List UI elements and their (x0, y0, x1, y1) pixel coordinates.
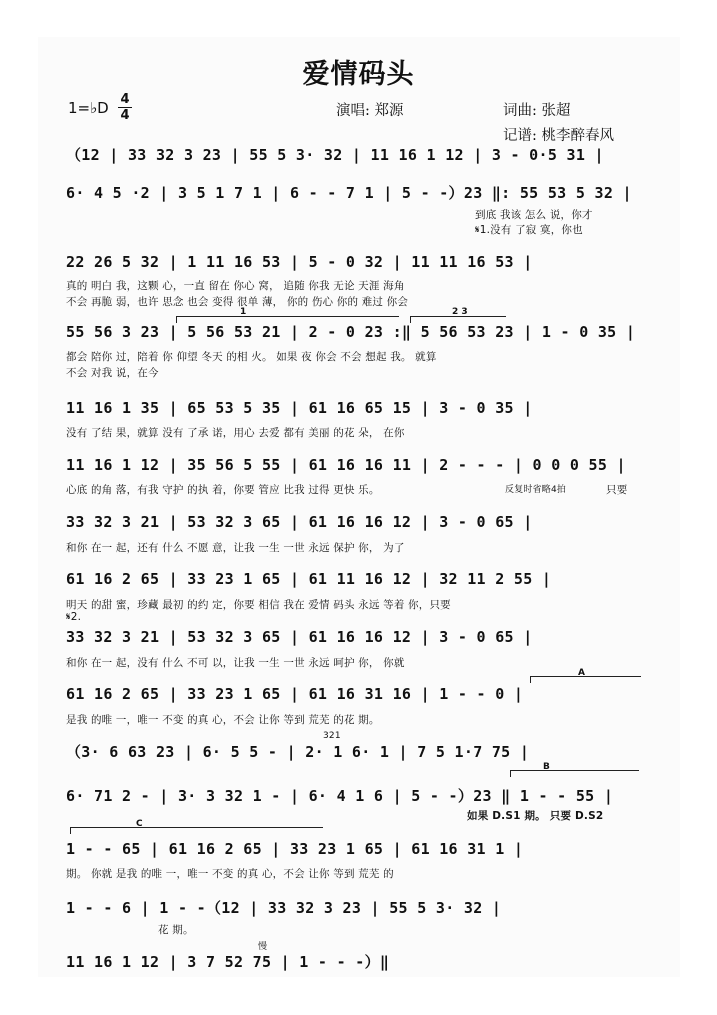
lyric-line: 不会 再脆 弱，也许 思念 也会 变得 很单 薄， 你的 伤心 你的 难过 你会 (66, 296, 409, 308)
song-title: 爱情码头 (302, 59, 415, 90)
score-row-11: （3· 6 63 23 | 6· 5 5 - | 2· 1 6· 1 | 7 5 1·7 75 | (66, 743, 530, 761)
ending-1-bracket (176, 316, 399, 323)
score-row-2: 6· 4 5 ·2 | 3 5 1 7 1 | 6 - - 7 1 | 5 - -）23 ‖: 55 53 5 32 | (66, 184, 632, 202)
score-row-13: 1 - - 65 | 61 16 2 65 | 33 23 1 65 | 61 16 31 1 | (66, 840, 524, 858)
sheet-paper (38, 37, 680, 977)
mark-b-label: B (543, 762, 550, 772)
segno-2: 𝄋2. (66, 611, 82, 623)
lyric-line: 花 期。 (158, 924, 194, 936)
mark-c-label: C (136, 819, 143, 829)
time-signature-top: 4 (120, 92, 130, 107)
score-row-10: 61 16 2 65 | 33 23 1 65 | 61 16 31 16 | 1 - - 0 | (66, 685, 524, 703)
lyric-line: 是我 的唯 一，唯一 不变 的真 心，不会 让你 等到 荒芜 的花 期。 (66, 714, 380, 726)
mark-b-bracket (510, 770, 639, 777)
time-signature-bottom: 4 (120, 108, 130, 123)
lyric-line: 明天 的甜 蜜，珍藏 最初 的约 定，你要 相信 我在 爱情 码头 永远 等着 你，只要 (66, 599, 451, 611)
lyricist-credit: 词曲: 张超 (503, 103, 571, 119)
score-row-5: 11 16 1 35 | 65 53 5 35 | 61 16 65 15 | 3 - 0 35 | (66, 399, 533, 417)
lyric-line: 𝄋1.没有 了寂 寞，你也 (475, 224, 583, 236)
time-signature (118, 93, 132, 122)
score-row-7: 33 32 3 21 | 53 32 3 65 | 61 16 16 12 | 3 - 0 65 | (66, 513, 533, 531)
ornament-mark: 321 (323, 731, 341, 741)
lyric-line: 真的 明白 我，这颗 心，一直 留在 你心 窝， 追随 你我 无论 天涯 海角 (66, 280, 405, 292)
repeat-note: 反复时省略4拍 (505, 485, 567, 495)
mark-c-bracket (70, 827, 323, 834)
score-row-14: 1 - - 6 | 1 - -（12 | 33 32 3 23 | 55 5 3· 32 | (66, 899, 502, 917)
lyric-line: 不会 对我 说，在今 (66, 367, 159, 379)
singer-credit: 演唱: 郑源 (336, 103, 404, 119)
tempo-slow: 慢 (258, 942, 268, 952)
ending-23-label: 2 3 (452, 307, 468, 317)
score-row-3: 22 26 5 32 | 1 11 16 53 | 5 - 0 32 | 11 11 16 53 | (66, 253, 533, 271)
score-row-9: 33 32 3 21 | 53 32 3 65 | 61 16 16 12 | 3 - 0 65 | (66, 628, 533, 646)
key-signature: 1=♭D (68, 99, 109, 117)
lyric-line: 到底 我该 怎么 说，你才 (475, 209, 593, 221)
ending-23-bracket (410, 316, 506, 323)
transcriber-credit: 记谱: 桃李醉春风 (503, 128, 614, 144)
mark-a-bracket (530, 676, 641, 683)
score-row-15: 11 16 1 12 | 3 7 52 75 | 1 - - -）‖ (66, 953, 390, 971)
score-row-1: （12 | 33 32 3 23 | 55 5 3· 32 | 11 16 1 12 | 3 - 0·5 31 | (66, 146, 604, 164)
ending-1-label: 1 (240, 307, 247, 317)
lyric-line: 没有 了结 果，就算 没有 了承 诺，用心 去爱 都有 美丽 的花 朵， 在你 (66, 427, 405, 439)
score-row-8: 61 16 2 65 | 33 23 1 65 | 61 11 16 12 | 32 11 2 55 | (66, 570, 552, 588)
score-row-4: 55 56 3 23 | 5 56 53 21 | 2 - 0 23 :‖ 5 56 53 23 | 1 - 0 35 | (66, 323, 636, 341)
score-row-6: 11 16 1 12 | 35 56 5 55 | 61 16 16 11 | 2 - - - | 0 0 0 55 | (66, 456, 626, 474)
score-row-12: 6· 71 2 - | 3· 3 32 1 - | 6· 4 1 6 | 5 - -）23 ‖ 1 - - 55 | (66, 787, 614, 805)
lyric-line: 都会 陪你 过，陪着 你 仰望 冬天 的相 火。 如果 夜 你会 不会 想起 我。 就算 (66, 351, 437, 363)
lyric-line: 期。 你就 是我 的唯 一，唯一 不变 的真 心，不会 让你 等到 荒芜 的 (66, 868, 394, 880)
lyric-line: 和你 在一 起，还有 什么 不愿 意，让我 一生 一世 永远 保护 你， 为了 (66, 542, 405, 554)
mark-a-label: A (578, 668, 585, 678)
lyric-word: 只要 (606, 484, 628, 496)
lyric-line: 心底 的角 落，有我 守护 的执 着，你要 管应 比我 过得 更快 乐。 (66, 484, 380, 496)
lyric-line: 和你 在一 起，没有 什么 不可 以，让我 一生 一世 永远 呵护 你， 你就 (66, 657, 405, 669)
lyric-line: 如果 D.S1 期。 只要 D.S2 (467, 810, 604, 822)
